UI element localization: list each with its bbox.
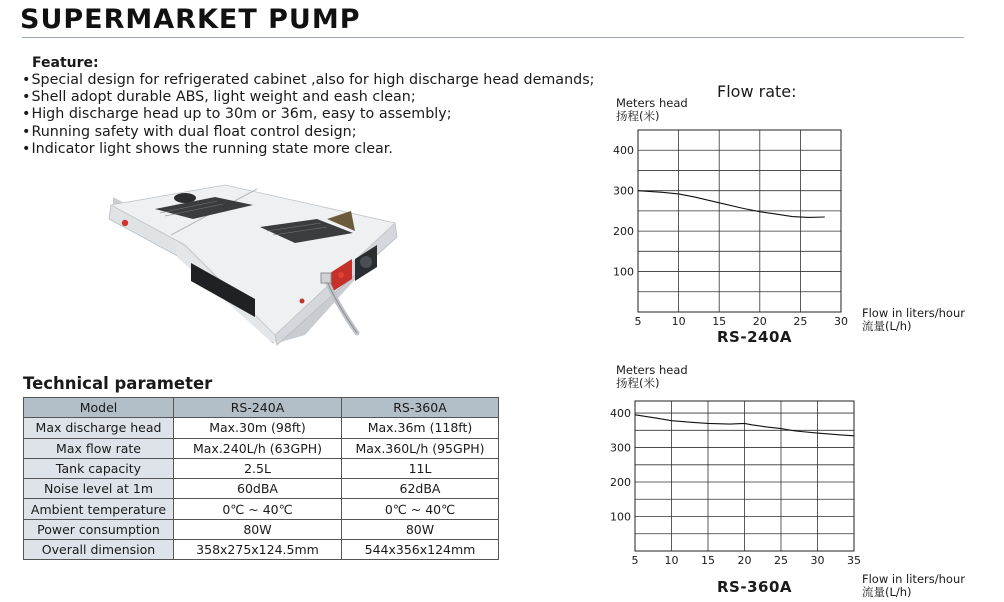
- chart2-xlabel: [862, 573, 965, 599]
- column-header: RS-360A: [342, 398, 499, 418]
- row-label: Max flow rate: [24, 438, 174, 458]
- table-cell: Max.36m (118ft): [342, 418, 499, 438]
- chart2-x-tick-label: 10: [664, 554, 679, 567]
- chart1-plot-frame: [638, 130, 841, 312]
- table-cell: Max.240L/h (63GPH): [174, 438, 342, 458]
- pump-product-image: [105, 175, 405, 350]
- chart2-y-tick-label: 400: [610, 407, 631, 421]
- chart1-y-tick-label: 300: [613, 184, 634, 198]
- table-cell: 62dBA: [342, 479, 499, 499]
- chart1-x-tick-label: 25: [793, 315, 808, 328]
- row-label: Overall dimension: [24, 540, 174, 560]
- row-label: Max discharge head: [24, 418, 174, 438]
- feature-item: • Shell adopt durable ABS, light weight and eash clean;: [22, 89, 594, 106]
- chart2-ylabel-en: Meters head: [616, 363, 688, 377]
- table-cell: 544x356x124mm: [342, 540, 499, 560]
- chart2-x-tick-label: 15: [701, 554, 715, 567]
- table-cell: 358x275x124.5mm: [174, 540, 342, 560]
- feature-item: • High discharge head up to 30m or 36m, easy to assembly;: [22, 106, 594, 123]
- chart1-xlabel-cn: 流量(L/h): [862, 319, 912, 333]
- table-cell: 60dBA: [174, 479, 342, 499]
- chart1-title: RS-240A: [717, 328, 792, 346]
- table-row: [24, 438, 499, 458]
- chart1-x-tick-label: 30: [834, 315, 848, 328]
- chart1-ylabel: [616, 97, 688, 123]
- table-row: [24, 418, 499, 438]
- row-label: Noise level at 1m: [24, 479, 174, 499]
- chart2-title: RS-360A: [717, 578, 792, 596]
- chart2-y-tick-label: 300: [610, 441, 631, 455]
- chart2-x-tick-label: 5: [631, 554, 639, 567]
- chart1-x-tick-label: 10: [671, 315, 686, 328]
- chart2-y-tick-label: 100: [610, 510, 631, 524]
- table-row: [24, 479, 499, 499]
- table-cell: Max.360L/h (95GPH): [342, 438, 499, 458]
- chart2-ylabel-cn: 扬程(米): [616, 376, 660, 390]
- chart1-y-tick-label: 200: [613, 225, 634, 239]
- row-label: Ambient temperature: [24, 499, 174, 519]
- feature-item: • Special design for refrigerated cabinet ,also for high discharge head demands;: [22, 72, 594, 89]
- table-row: [24, 458, 499, 478]
- chart1-y-tick-label: 100: [613, 265, 634, 279]
- chart2-x-tick-label: 25: [774, 554, 788, 567]
- chart1-xlabel: [862, 307, 965, 333]
- chart1-xlabel-en: Flow in liters/hour: [862, 306, 965, 320]
- feature-item: • Indicator light shows the running state more clear.: [22, 141, 594, 158]
- rs-240a-flow-chart: [600, 126, 860, 326]
- row-label: Tank capacity: [24, 458, 174, 478]
- table-cell: 0℃ ~ 40℃: [174, 499, 342, 519]
- technical-parameter-heading: Technical parameter: [23, 374, 213, 393]
- chart2-ylabel: [616, 364, 688, 390]
- column-header: Model: [24, 398, 174, 418]
- feature-item: • Running safety with dual float control design;: [22, 124, 594, 141]
- page-title: SUPERMARKET PUMP: [20, 4, 361, 35]
- table-cell: Max.30m (98ft): [174, 418, 342, 438]
- chart2-x-tick-label: 30: [810, 554, 825, 567]
- table-row: [24, 540, 499, 560]
- table-cell: 11L: [342, 458, 499, 478]
- chart2-x-tick-label: 35: [847, 554, 861, 567]
- chart1-series-line: [638, 191, 825, 218]
- table-row: [24, 499, 499, 519]
- technical-parameter-table: [23, 397, 499, 560]
- chart1-x-tick-label: 20: [752, 315, 767, 328]
- chart2-y-tick-label: 200: [610, 476, 631, 490]
- chart2-xlabel-cn: 流量(L/h): [862, 585, 912, 599]
- chart1-ylabel-cn: 扬程(米): [616, 109, 660, 123]
- chart2-x-tick-label: 20: [737, 554, 752, 567]
- chart1-x-tick-label: 5: [634, 315, 642, 328]
- flow-rate-title: Flow rate:: [717, 82, 797, 101]
- table-row: [24, 519, 499, 539]
- table-cell: 80W: [174, 519, 342, 539]
- chart1-x-tick-label: 15: [712, 315, 727, 328]
- feature-list: [22, 72, 594, 158]
- rs-360a-flow-chart: [600, 395, 870, 575]
- chart1-ylabel-en: Meters head: [616, 96, 688, 110]
- table-header-row: [24, 398, 499, 418]
- title-divider: [22, 37, 964, 38]
- table-cell: 0℃ ~ 40℃: [342, 499, 499, 519]
- chart2-xlabel-en: Flow in liters/hour: [862, 572, 965, 586]
- table-cell: 2.5L: [174, 458, 342, 478]
- row-label: Power consumption: [24, 519, 174, 539]
- feature-heading: Feature:: [32, 55, 99, 71]
- table-cell: 80W: [342, 519, 499, 539]
- chart1-y-tick-label: 400: [613, 144, 634, 158]
- column-header: RS-240A: [174, 398, 342, 418]
